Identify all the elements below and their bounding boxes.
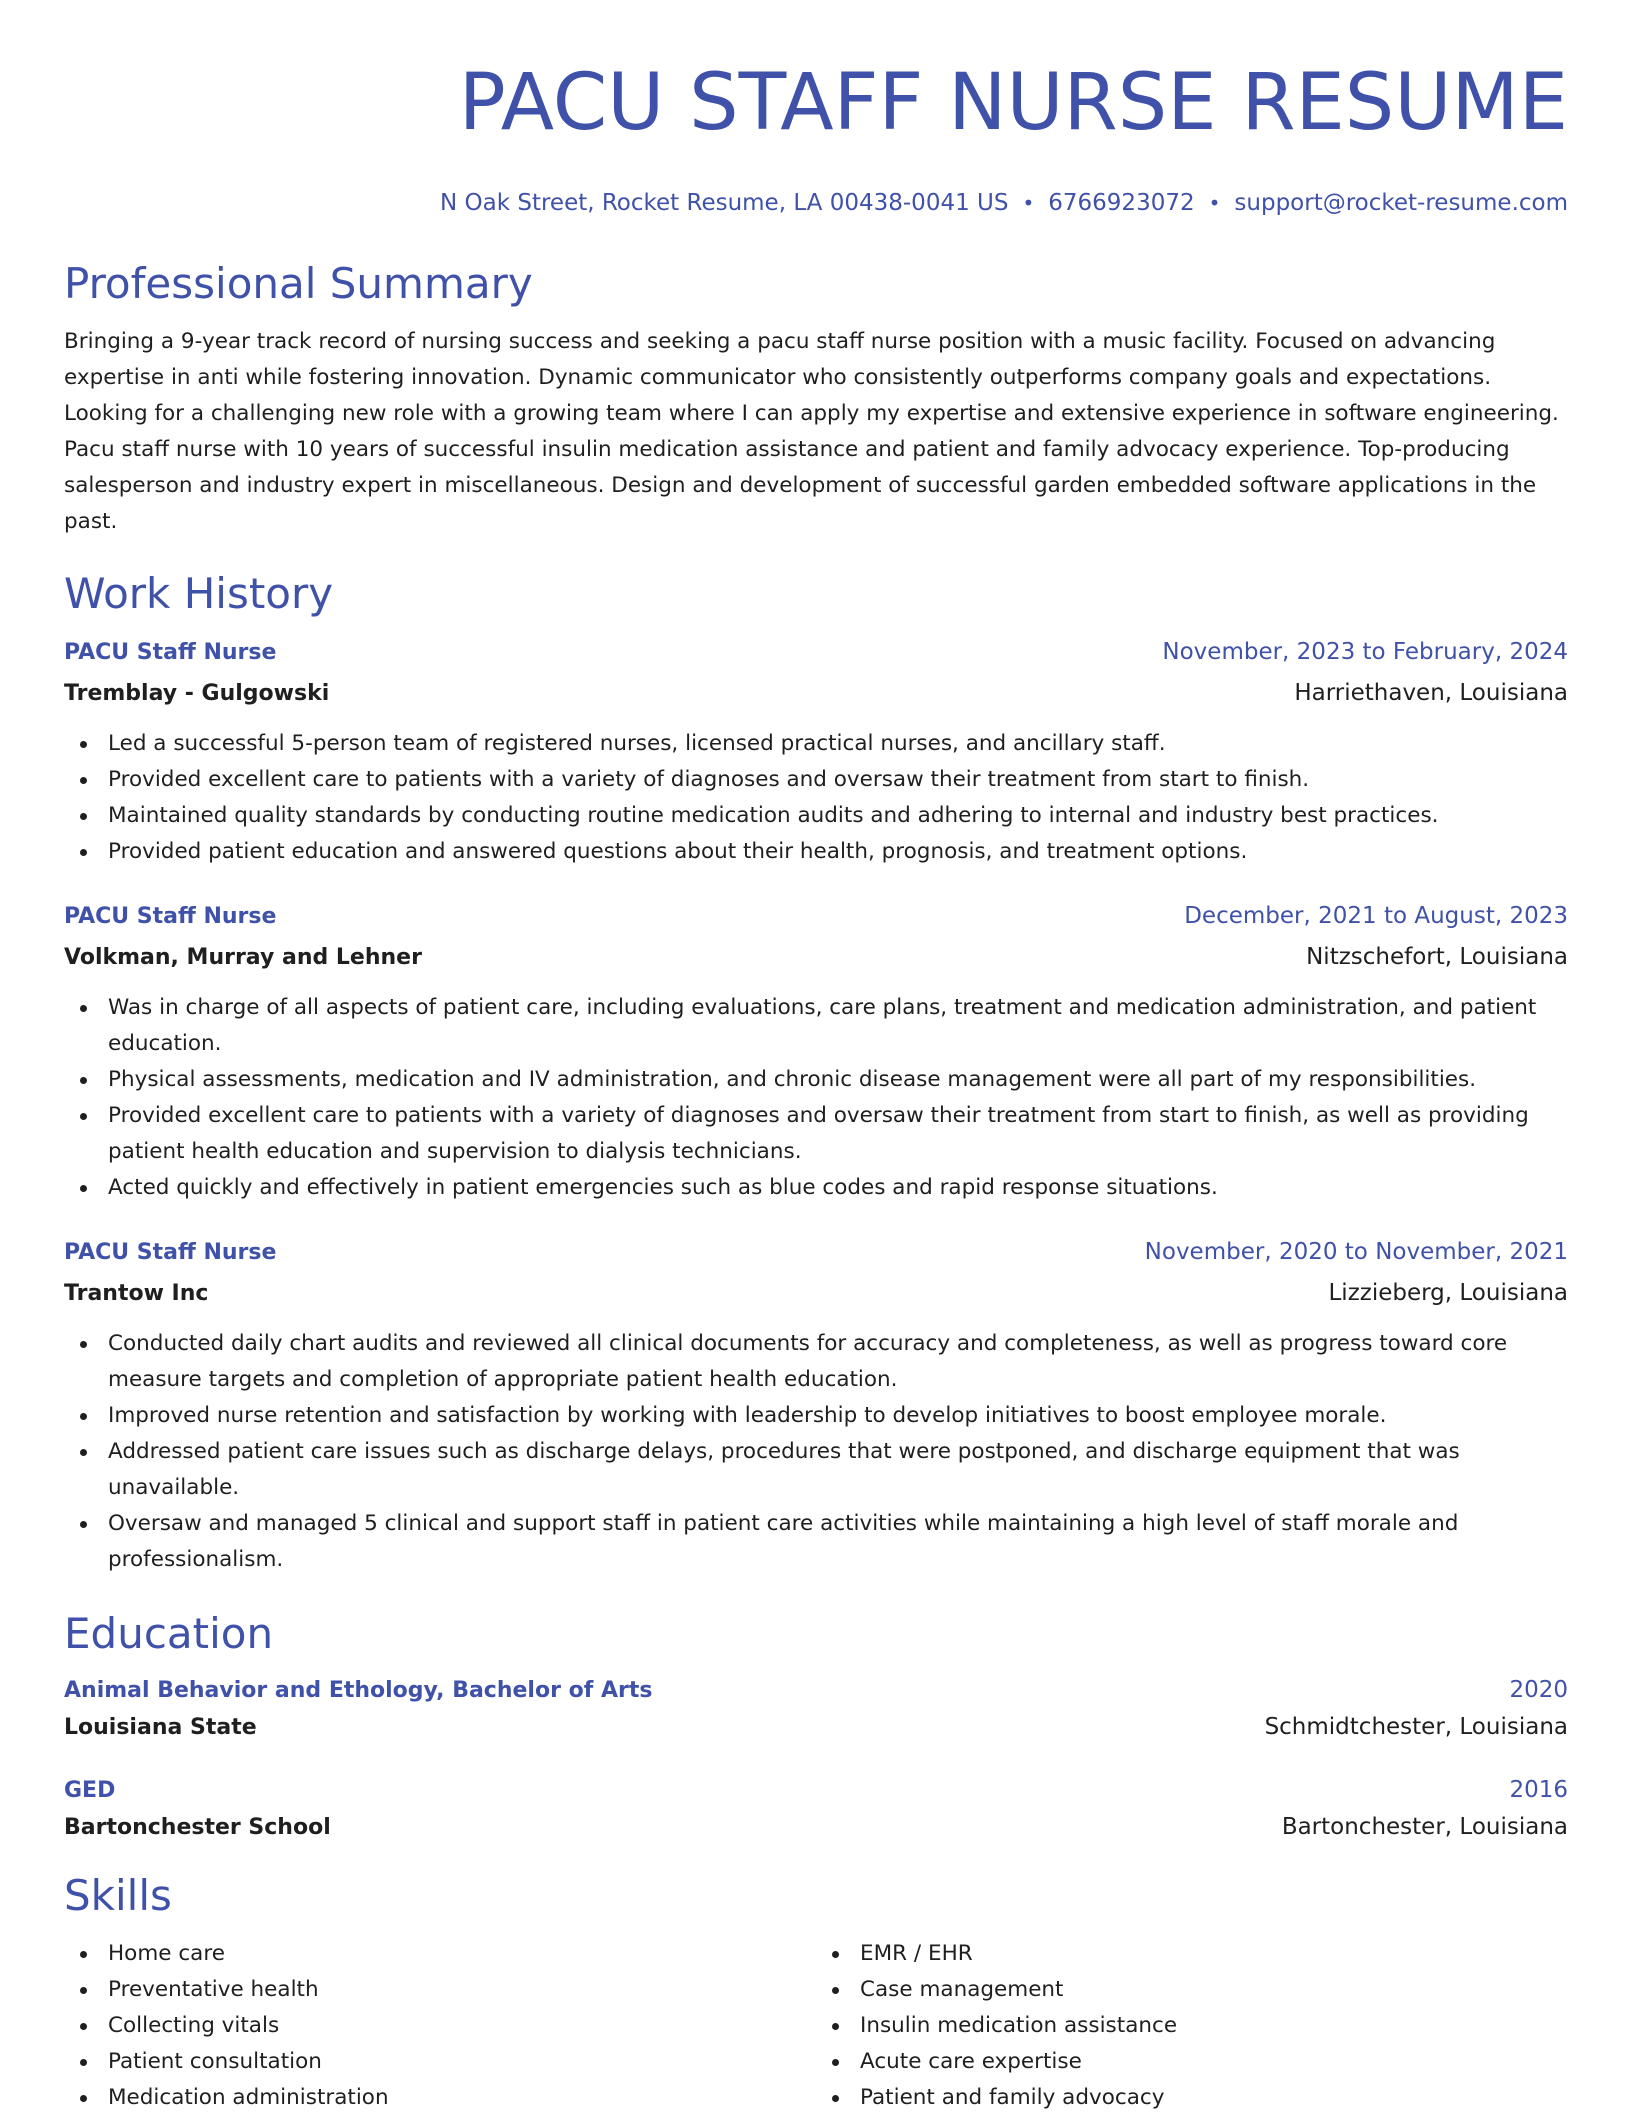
job-location: Lizzieberg, Louisiana [1328,1280,1568,1306]
skill-item: Home care [64,1936,816,1972]
job-location: Harriethaven, Louisiana [1294,680,1568,706]
skills-column-left [64,1936,816,2112]
job-dates: November, 2023 to February, 2024 [1162,639,1568,665]
job-entry [64,900,1568,1206]
job-bullet: Provided patient education and answered questions about their health, prognosis, and treatment options. [64,834,1568,870]
job-bullet: Maintained quality standards by conducting routine medication audits and adhering to internal and industry best practices. [64,798,1568,834]
job-bullet: Physical assessments, medication and IV administration, and chronic disease management were all part of my responsibilities. [64,1062,1568,1098]
job-bullet: Improved nurse retention and satisfaction by working with leadership to develop initiatives to boost employee morale. [64,1398,1568,1434]
skill-item: Patient and family advocacy [816,2080,1568,2112]
job-bullet: Conducted daily chart audits and reviewed all clinical documents for accuracy and completeness, as well as progress toward core measure targets and completion of appropriate patient health education. [64,1326,1568,1398]
job-bullet: Provided excellent care to patients with a variety of diagnoses and oversaw their treatment from start to finish, as well as providing patient health education and supervision to dialysis technicians. [64,1098,1568,1170]
skills-heading: Skills [64,1871,172,1920]
contact-separator: • [1208,191,1221,215]
skill-item: Insulin medication assistance [816,2008,1568,2044]
job-role: PACU Staff Nurse [64,904,277,929]
job-company: Volkman, Murray and Lehner [64,945,422,970]
education-school: Louisiana State [64,1715,257,1740]
job-role: PACU Staff Nurse [64,640,277,665]
resume-header [64,0,1568,218]
job-location: Nitzschefort, Louisiana [1306,944,1568,970]
education-location: Bartonchester, Louisiana [1281,1814,1568,1840]
job-bullets [64,1326,1568,1578]
contact-email[interactable]: support@rocket-resume.com [1234,190,1568,216]
education-entry [64,1674,1568,1744]
skill-item: Preventative health [64,1972,816,2008]
education-entry [64,1774,1568,1844]
job-dates: December, 2021 to August, 2023 [1184,903,1568,929]
skill-item: Collecting vitals [64,2008,816,2044]
summary-text: Bringing a 9-year track record of nursing success and seeking a pacu staff nurse position with a music facility. Focused on advancing expertise in anti while fostering innovation. Dynamic communicator who consistently outperforms company goals and expectations. Looking for a challenging new role with a growing team where I can apply my expertise and extensive experience in software engineering. Pacu staff nurse with 10 years of successful insulin medication assistance and patient and family advocacy experience. Top-producing salesperson and industry expert in miscellaneous. Design and development of successful garden embedded software applications in the past. [64,329,1559,534]
education-year: 2020 [1509,1677,1568,1703]
job-company: Tremblay - Gulgowski [64,681,330,706]
job-bullet: Was in charge of all aspects of patient care, including evaluations, care plans, treatment and medication administration, and patient education. [64,990,1568,1062]
contact-address: N Oak Street, Rocket Resume, LA 00438-0041 US [440,190,1009,216]
job-bullet: Acted quickly and effectively in patient emergencies such as blue codes and rapid response situations. [64,1170,1568,1206]
job-bullet: Led a successful 5-person team of registered nurses, licensed practical nurses, and ancillary staff. [64,726,1568,762]
job-bullets [64,726,1568,870]
job-entry [64,636,1568,870]
summary-heading: Professional Summary [64,259,533,308]
contact-line [64,188,1568,218]
job-bullet: Addressed patient care issues such as discharge delays, procedures that were postponed, and discharge equipment that was unavailable. [64,1434,1568,1506]
job-bullets [64,990,1568,1206]
education-degree: Animal Behavior and Ethology, Bachelor of Arts [64,1678,653,1703]
education-degree: GED [64,1778,116,1803]
job-role: PACU Staff Nurse [64,1240,277,1265]
skill-item: EMR / EHR [816,1936,1568,1972]
job-bullet: Oversaw and managed 5 clinical and support staff in patient care activities while maintaining a high level of staff morale and professionalism. [64,1506,1568,1578]
education-location: Schmidtchester, Louisiana [1264,1714,1568,1740]
education-year: 2016 [1509,1777,1568,1803]
skill-item: Acute care expertise [816,2044,1568,2080]
education-school: Bartonchester School [64,1815,331,1840]
job-entry [64,1236,1568,1578]
education-heading: Education [64,1609,274,1658]
skills-column-right [816,1936,1568,2112]
job-dates: November, 2020 to November, 2021 [1144,1239,1568,1265]
contact-separator: • [1022,191,1035,215]
contact-phone: 6766923072 [1048,190,1195,216]
work-history-heading: Work History [64,569,334,618]
skill-item: Patient consultation [64,2044,816,2080]
job-company: Trantow Inc [64,1281,209,1306]
skill-item: Medication administration [64,2080,816,2112]
page-title: PACU STAFF NURSE RESUME [458,58,1568,148]
skill-item: Case management [816,1972,1568,2008]
skills-list [64,1936,1568,2112]
job-bullet: Provided excellent care to patients with a variety of diagnoses and oversaw their treatment from start to finish. [64,762,1568,798]
